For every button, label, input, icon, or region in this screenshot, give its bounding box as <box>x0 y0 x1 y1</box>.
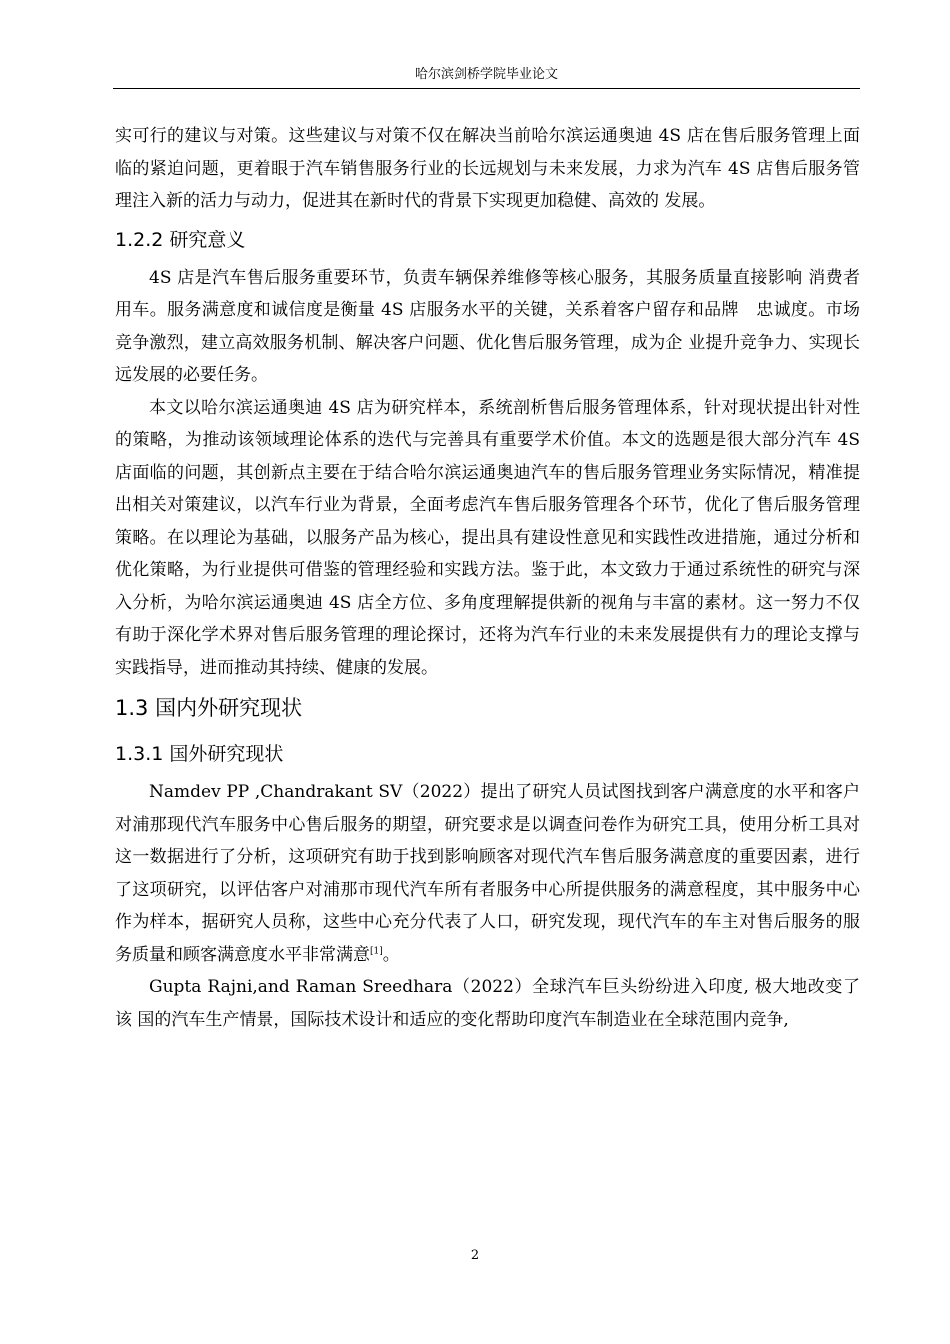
citation-ref[interactable]: [1] <box>370 945 383 956</box>
paragraph-namdev-end: 。 <box>382 944 400 965</box>
paragraph-namdev <box>115 776 860 971</box>
section-heading-1-3: 1.3 国内外研究现状 <box>115 696 303 720</box>
page-number: 2 <box>470 1248 480 1263</box>
paragraph-namdev-text: Namdev PP ,Chandrakant SV（2022）提出了研究人员试图找到客户满意度的水平和客户对浦那现代汽车服务中心售后服务的期望，研究要求是以调查问卷作为研究工具，使用分析工具对这一数据进行了分析，这项研究有助于找到影响顾客对现代汽车售后服务满意度的重要因素，进行了这项研究，以评估客户对浦那市现代汽车所有者服务中心所提供服务的满意程度，其中服务中心作为样本，据研究人员称，这些中心充分代表了人口，研究发现，现代汽车的车主对售后服务的服务质量和顾客满意度水平非常满意 <box>115 782 860 965</box>
document-body <box>115 120 860 1036</box>
paragraph-gupta: Gupta Rajni,and Raman Sreedhara（2022）全球汽车巨头纷纷进入印度, 极大地改变了该 国的汽车生产情景，国际技术设计和适应的变化帮助印度汽车制造业在全球范围内竞争, <box>115 977 860 1030</box>
header-title: 哈尔滨剑桥学院毕业论文 <box>414 67 558 82</box>
section-heading-1-2-2: 1.2.2 研究意义 <box>115 228 246 251</box>
paragraph-4s-significance: 4S 店是汽车售后服务重要环节，负责车辆保养维修等核心服务，其服务质量直接影响 消费者用车。服务满意度和诚信度是衡量 4S 店服务水平的关键，关系着客户留存和品牌 忠诚度。市场竞争激烈，建立高效服务机制、解决客户问题、优化售后服务管理，成为企 业提升竞争力、实现长远发展的必要任务。 <box>115 267 860 385</box>
paragraph-research-value: 本文以哈尔滨运通奥迪 4S 店为研究样本，系统剖析售后服务管理体系，针对现状提出针对性的策略，为推动该领域理论体系的迭代与完善具有重要学术价值。本文的选题是很大部分汽车 4S 店面临的问题，其创新点主要在于结合哈尔滨运通奥迪汽车的售后服务管理业务实际情况，精准提出相关对策建议，以汽车行业为背景，全面考虑汽车售后服务管理各个环节，优化了售后服务管理策略。在以理论为基础，以服务产品为核心，提出具有建设性意见和实践性改进措施，通过分析和优化策略，为行业提供可借鉴的管理经验和实践方法。鉴于此，本文致力于通过系统性的研究与深入分析，为哈尔滨运通奥迪 4S 店全方位、多角度理解提供新的视角与丰富的素材。这一努力不仅有助于深化学术界对售后服务管理的理论探讨，还将为汽车行业的未来发展提供有力的理论支撑与实践指导，进而推动其持续、健康的发展。 <box>115 397 860 678</box>
paragraph-continuation: 实可行的建议与对策。这些建议与对策不仅在解决当前哈尔滨运通奥迪 4S 店在售后服务管理上面临的紧迫问题，更着眼于汽车销售服务行业的长远规划与未来发展，力求为汽车 4S 店售后服务管理注入新的活力与动力，促进其在新时代的背景下实现更加稳健、高效的 发展。 <box>115 126 860 211</box>
page-header <box>113 66 860 89</box>
section-heading-1-3-1: 1.3.1 国外研究现状 <box>115 743 284 765</box>
